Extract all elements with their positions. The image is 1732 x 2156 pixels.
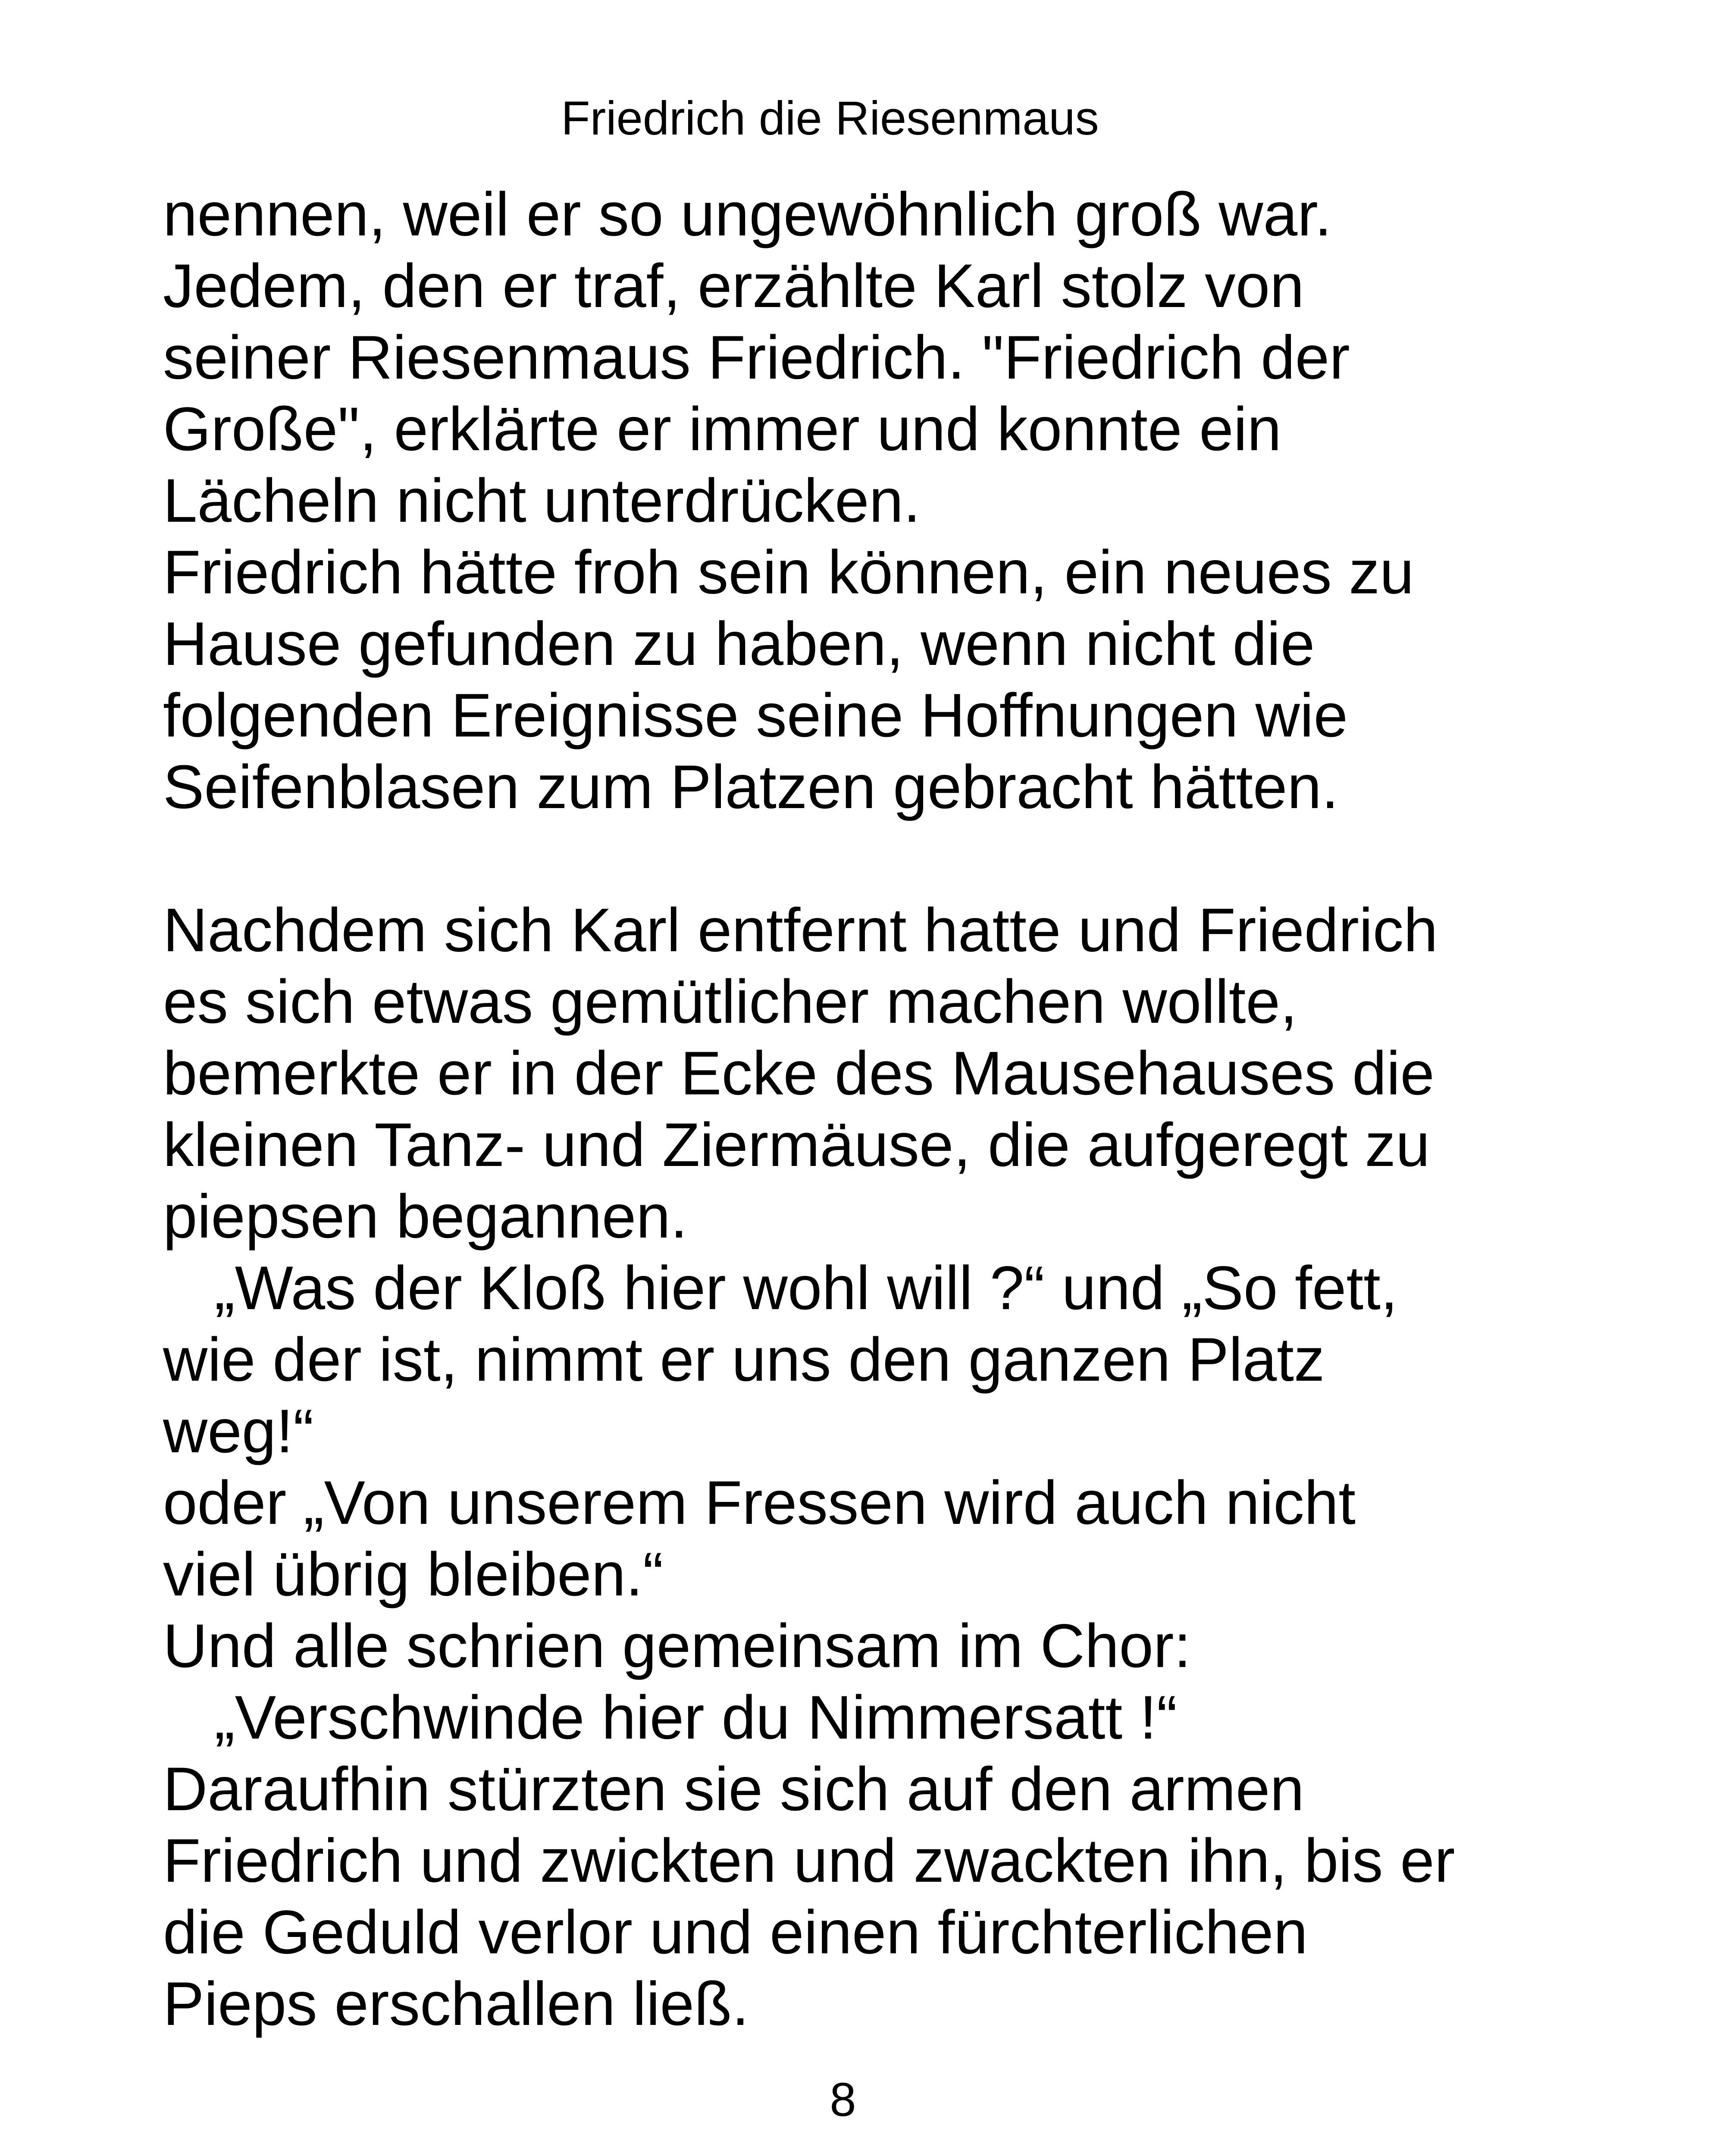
text-line: folgenden Ereignisse seine Hoffnungen wie	[163, 681, 1348, 750]
text-line: weg!“	[163, 1397, 314, 1466]
text-line: Große", erklärte er immer und konnte ein	[163, 395, 1282, 464]
text-line: „Was der Kloß hier wohl will ?“ und „So fett,	[163, 1254, 1398, 1322]
text-line: Und alle schrien gemeinsam im Chor:	[163, 1612, 1191, 1680]
text-line: Friedrich hätte froh sein können, ein neues zu	[163, 538, 1414, 607]
text-line: piepsen begannen.	[163, 1182, 688, 1251]
text-line: es sich etwas gemütlicher machen wollte,	[163, 968, 1297, 1036]
text-line: Daraufhin stürzten sie sich auf den armen	[163, 1755, 1304, 1824]
text-line: bemerkte er in der Ecke des Mausehauses die	[163, 1039, 1434, 1108]
text-line: wie der ist, nimmt er uns den ganzen Platz	[163, 1326, 1325, 1394]
text-line: Jedem, den er traf, erzählte Karl stolz von	[163, 252, 1304, 320]
text-line: kleinen Tanz- und Ziermäuse, die aufgeregt zu	[163, 1111, 1430, 1179]
paragraph-gap	[163, 823, 1629, 895]
text-line: oder „Von unserem Fressen wird auch nicht	[163, 1469, 1356, 1537]
text-line: Pieps erschallen ließ.	[163, 1970, 749, 2038]
text-line: Lächeln nicht unterdrücken.	[163, 467, 921, 535]
text-line: Nachdem sich Karl entfernt hatte und Friedrich	[163, 896, 1438, 965]
text-line: Hause gefunden zu haben, wenn nicht die	[163, 610, 1315, 678]
text-line: viel übrig bleiben.“	[163, 1540, 664, 1609]
text-line: seiner Riesenmaus Friedrich. "Friedrich der	[163, 323, 1350, 392]
text-line: Friedrich und zwickten und zwackten ihn, bis er	[163, 1827, 1455, 1895]
running-header-title: Friedrich die Riesenmaus	[561, 92, 1099, 145]
text-line: Seifenblasen zum Platzen gebracht hätten.	[163, 753, 1339, 821]
page-number: 8	[830, 2073, 856, 2126]
text-line: „Verschwinde hier du Nimmersatt !“	[163, 1683, 1178, 1752]
body-text	[163, 179, 1629, 2040]
text-line: nennen, weil er so ungewöhnlich groß war.	[163, 180, 1332, 249]
text-line: die Geduld verlor und einen fürchterlichen	[163, 1898, 1308, 1967]
